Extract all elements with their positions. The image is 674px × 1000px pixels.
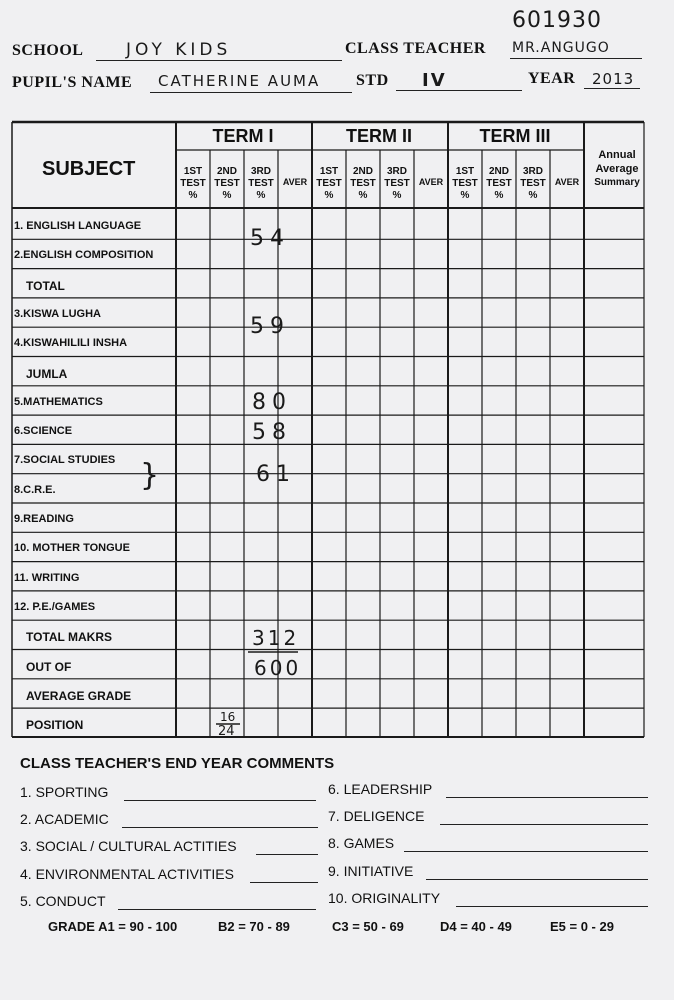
mark-sst-cre: 61	[256, 462, 296, 487]
test-header-line: 1ST	[183, 166, 203, 177]
test-header-line: TEST	[248, 178, 274, 189]
row-label-8: 7.SOCIAL STUDIES	[14, 454, 116, 467]
position-numerator: 16	[220, 710, 236, 724]
subject-header: SUBJECT	[42, 158, 136, 180]
row-label-4: 4.KISWAHILILI INSHA	[14, 337, 128, 350]
row-label-7: 6.SCIENCE	[14, 425, 73, 438]
comment-left-line-2	[256, 854, 318, 855]
annual-line-1: Annual	[598, 149, 636, 161]
test-header-line: TEST	[384, 178, 410, 189]
comment-right-3: 9. INITIATIVE	[328, 863, 414, 879]
school-value: JOY KIDS	[126, 40, 232, 60]
row-label-17: POSITION	[26, 718, 84, 733]
test-header-line: 1ST	[319, 166, 339, 177]
teacher-label: CLASS TEACHER	[345, 40, 486, 57]
term-2-aver-header: AVER	[418, 177, 444, 187]
term-3-aver-header: AVER	[554, 177, 580, 187]
std-value: IV	[422, 70, 447, 91]
test-header-line: %	[358, 190, 368, 201]
comment-right-line-1	[440, 824, 648, 825]
test-header-line: TEST	[214, 178, 240, 189]
comment-left-line-3	[250, 882, 318, 883]
term-2-header: TERM II	[346, 126, 412, 146]
term-2-test-1-header	[312, 166, 346, 202]
test-header-line: 3RD	[386, 166, 407, 177]
std-label: STD	[356, 72, 389, 89]
position-denominator: 24	[218, 724, 235, 739]
row-label-11: 10. MOTHER TONGUE	[14, 542, 130, 555]
test-header-line: 2ND	[216, 166, 237, 177]
comment-left-line-0	[124, 800, 316, 801]
test-header-line: TEST	[452, 178, 478, 189]
comment-left-1: 2. ACADEMIC	[20, 811, 109, 827]
year-label: YEAR	[528, 70, 576, 87]
test-header-line: TEST	[350, 178, 376, 189]
annual-line-2: Average	[595, 163, 639, 175]
row-label-2: TOTAL	[26, 278, 65, 293]
mark-total: 312	[252, 626, 300, 650]
term-3-header: TERM III	[479, 126, 551, 146]
comment-right-0: 6. LEADERSHIP	[328, 781, 433, 797]
comment-left-3: 4. ENVIRONMENTAL ACTIVITIES	[20, 866, 234, 882]
test-header-line: %	[460, 190, 470, 201]
comment-left-4: 5. CONDUCT	[20, 893, 106, 909]
term-1-test-3-header	[244, 166, 278, 202]
test-header-line: %	[222, 190, 232, 201]
year-value: 2013	[592, 70, 635, 88]
grade-d4: D4 = 40 - 49	[440, 919, 512, 934]
mark-kiswahili: 59	[250, 314, 290, 339]
test-header-line: 3RD	[522, 166, 543, 177]
comment-left-line-1	[122, 827, 318, 828]
term-1-test-1-header	[176, 166, 210, 202]
term-1-test-2-header	[210, 166, 244, 202]
pupil-value: CATHERINE AUMA	[158, 72, 321, 90]
test-header-line: %	[256, 190, 266, 201]
term-2-test-3-header	[380, 166, 414, 202]
test-header-line: TEST	[486, 178, 512, 189]
pupil-label: PUPIL'S NAME	[12, 74, 133, 91]
teacher-value: MR.ANGUGO	[512, 40, 610, 56]
row-label-16: AVERAGE GRADE	[26, 688, 132, 703]
term-3-test-2-header	[482, 166, 516, 202]
test-header-line: %	[188, 190, 198, 201]
test-header-line: 3RD	[250, 166, 271, 177]
comment-left-2: 3. SOCIAL / CULTURAL ACTITIES	[20, 838, 237, 854]
mark-english: 54	[250, 226, 290, 251]
test-header-line: %	[392, 190, 402, 201]
comment-left-0: 1. SPORTING	[20, 784, 109, 800]
annual-header	[586, 148, 648, 190]
comment-left-line-4	[118, 909, 316, 910]
grade-c3: C3 = 50 - 69	[332, 919, 404, 934]
comment-right-2: 8. GAMES	[328, 835, 395, 851]
school-label: SCHOOL	[12, 42, 84, 59]
test-header-line: %	[528, 190, 538, 201]
term-2-test-2-header	[346, 166, 380, 202]
test-header-line: TEST	[316, 178, 342, 189]
grade-b2: B2 = 70 - 89	[218, 919, 290, 934]
grade-e5: E5 = 0 - 29	[550, 919, 614, 934]
comment-right-1: 7. DELIGENCE	[328, 808, 425, 824]
mark-out-of: 600	[254, 656, 302, 680]
grade-a1: GRADE A1 = 90 - 100	[48, 919, 178, 934]
test-header-line: %	[324, 190, 334, 201]
mark-science: 58	[252, 420, 292, 445]
test-header-line: 2ND	[488, 166, 509, 177]
term-3-test-1-header	[448, 166, 482, 202]
row-label-15: OUT OF	[26, 659, 72, 674]
test-header-line: TEST	[520, 178, 546, 189]
row-label-1: 2.ENGLISH COMPOSITION	[14, 249, 154, 262]
comment-right-line-3	[426, 879, 648, 880]
test-header-line: 2ND	[352, 166, 373, 177]
test-header-line: TEST	[180, 178, 206, 189]
term-1-aver-header: AVER	[282, 177, 308, 187]
annual-line-3: Summary	[594, 177, 640, 188]
row-label-12: 11. WRITING	[14, 571, 80, 584]
test-header-line: 1ST	[455, 166, 475, 177]
comment-right-4: 10. ORIGINALITY	[328, 890, 441, 906]
row-label-13: 12. P.E./GAMES	[14, 600, 96, 613]
mark-math: 80	[252, 390, 292, 415]
test-header-line: %	[494, 190, 504, 201]
comment-right-line-4	[456, 906, 648, 907]
term-3-test-3-header	[516, 166, 550, 202]
row-label-6: 5.MATHEMATICS	[14, 395, 103, 408]
row-label-14: TOTAL MAKRS	[26, 630, 112, 645]
row-label-5: JUMLA	[26, 366, 68, 381]
term-1-header: TERM I	[212, 126, 274, 146]
comment-right-line-2	[404, 851, 648, 852]
row-label-3: 3.KISWA LUGHA	[14, 307, 101, 320]
row-label-9: 8.C.R.E.	[14, 483, 56, 496]
serial-number: 601930	[512, 8, 602, 33]
comment-right-line-0	[446, 797, 648, 798]
comments-title: CLASS TEACHER'S END YEAR COMMENTS	[20, 755, 335, 772]
row-label-10: 9.READING	[14, 513, 74, 525]
sst-cre-brace: }	[140, 458, 162, 493]
row-label-0: 1. ENGLISH LANGUAGE	[14, 220, 142, 232]
